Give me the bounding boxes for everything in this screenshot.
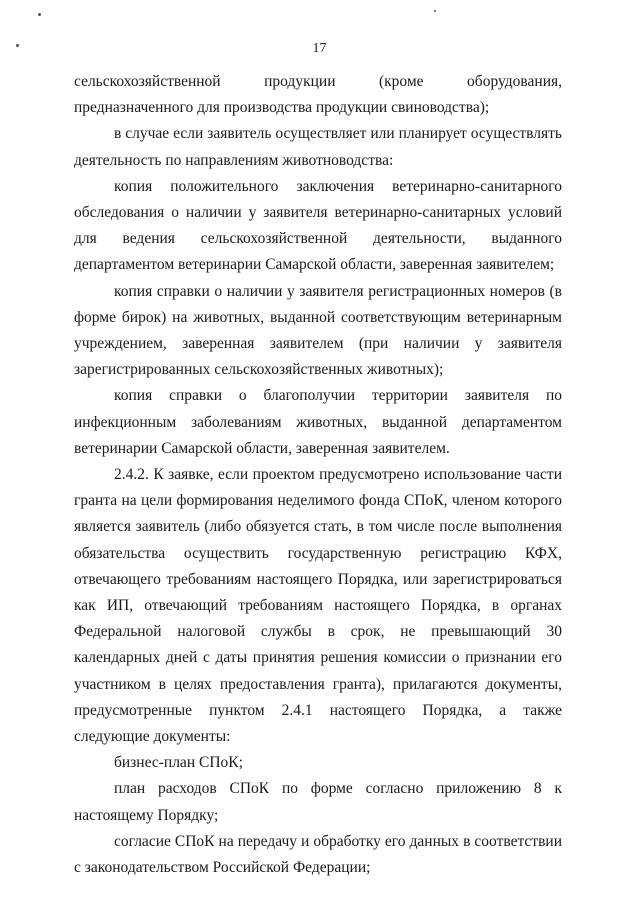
- paragraph: копия справки о наличии у заявителя регистрационных номеров (в форме бирок) на животных, выданной соответствующим ветеринарным учреждением, заверенная заявителем (при наличии у заявителя зарегистрированных сельскохозяйственных животных);: [74, 282, 562, 379]
- document-body: [74, 69, 562, 881]
- paragraph: согласие СПоК на передачу и обработку его данных в соответствии с законодательством Российской Федерации;: [74, 832, 562, 877]
- scan-speck: [38, 13, 41, 16]
- paragraph: копия справки о благополучии территории заявителя по инфекционным заболеваниям животных, выданной департаментом ветеринарии Самарской области, заверенная заявителем.: [74, 387, 562, 457]
- paragraph: копия положительного заключения ветеринарно-санитарного обследования о наличии у заявителя ветеринарно-санитарных условий для ведения сельскохозяйственной деятельности, выданного департаментом ветеринарии Самарской области, заверенная заявителем;: [74, 177, 562, 274]
- scan-speck: [434, 10, 436, 12]
- paragraph: сельскохозяйственной продукции (кроме оборудования, предназначенного для производства продукции свиноводства);: [74, 73, 562, 117]
- paragraph: план расходов СПоК по форме согласно приложению 8 к настоящему Порядку;: [74, 780, 562, 824]
- page-number: 17: [312, 41, 327, 56]
- paragraph: 2.4.2. К заявке, если проектом предусмотрено использование части гранта на цели формирования неделимого фонда СПоК, членом которого является заявитель (либо обязуется стать, в том числе после выполнения обязательства осуществить государственную регистрацию КФХ, отвечающего требованиям настоящего Порядка, или зарегистрироваться как ИП, отвечающий требованиям настоящего Порядка, в органах Федеральной налоговой службы в срок, не превышающий 30 календарных дней с даты принятия решения комиссии о признании его участником в целях предоставления гранта), прилагаются документы, предусмотренные пунктом 2.4.1 настоящего Порядка, а также следующие документы:: [74, 466, 562, 746]
- paragraph: в случае если заявитель осуществляет или планирует осуществлять деятельность по направлениям животноводства:: [74, 125, 562, 169]
- paragraph: бизнес-план СПоК;: [114, 754, 243, 772]
